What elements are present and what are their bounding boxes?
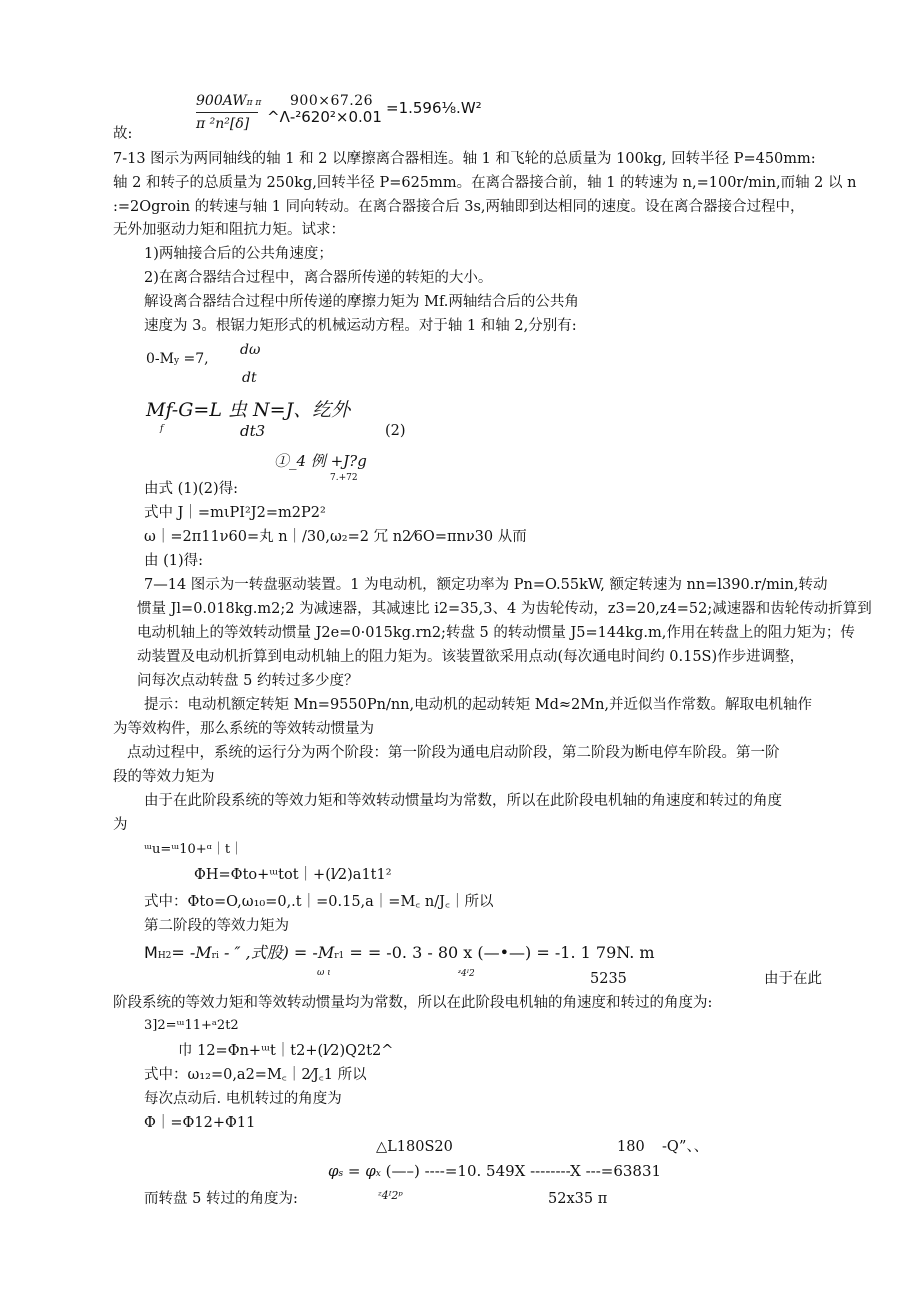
final-end: 52x35 π bbox=[548, 1191, 608, 1207]
mr2-equation: MH2= -Mri - ″ ,式股) = -Mr1 = = -0. 3 - 80 x (—•—) = -1. 1 79N. m bbox=[144, 943, 655, 962]
solve-line-1: 由式 (1)(2)得: bbox=[144, 481, 239, 497]
p713-line-1: 7-13 图示为两同轴线的轴 1 和 2 以摩擦离合器相连。轴 1 和飞轮的总质量为 100kg, 回转半径 P=450mm: bbox=[113, 151, 816, 167]
p713-line-4: 无外加驱动力矩和阻抗力矩。试求： bbox=[113, 222, 345, 238]
stage2-line-1: 阶段系统的等效力矩和等效转动惯量均为常数，所以在此阶段电机轴的角速度和转过的角度为: bbox=[113, 995, 713, 1011]
solve-line-4: 由 (1)得: bbox=[144, 553, 204, 569]
stage1-phi: ΦH=Φtο+ᵚtot｜+(l⁄2)a1t1² bbox=[194, 867, 392, 883]
mr2-under-w: ω ι bbox=[317, 968, 331, 978]
fraction-denominator-left: π ²n²[δ] bbox=[196, 116, 250, 132]
eq1-dt: dt bbox=[242, 370, 257, 386]
final-label: 而转盘 5 转过的角度为: bbox=[144, 1191, 298, 1207]
p714-line-2: 惯量 Jl=0.018kg.m2;2 为减速器，其减速比 i2=35,3、4 为齿轮传动，z3=20,z4=52;减速器和齿轮传动折算到 bbox=[137, 601, 872, 617]
hint-line-1: 提示：电动机额定转矩 Mn=9550Pn/nn,电动机的起动转矩 Md≈2Mn,并近似当作常数。解取电机轴作 bbox=[144, 697, 813, 713]
fraction-denominator-right: ^Λ-²620²×0.01 bbox=[267, 108, 382, 126]
hint-line-6: 为 bbox=[113, 817, 128, 833]
p714-line-1: 7—14 图示为一转盘驱动装置。1 为电动机，额定功率为 Pn=O.55kW, 额定转速为 nn=l390.r/min,转动 bbox=[144, 577, 828, 593]
eq1-dw: dω bbox=[240, 342, 261, 358]
p713-solution-1: 解设离合器结合过程中所传递的摩擦力矩为 Mf.两轴结合后的公共角 bbox=[144, 294, 579, 310]
stage2-phi-total: Φ｜=Φ12+Φ11 bbox=[144, 1115, 256, 1131]
hint-line-4: 段的等效力矩为 bbox=[113, 769, 215, 785]
fraction-numerator-right: 900×67.26 bbox=[290, 93, 374, 109]
final-z: ᶻ4ᴵ2ᵖ bbox=[378, 1189, 403, 1202]
fraction-numerator-left: 900AWπ π bbox=[196, 93, 262, 109]
stage1-omega: ᵚu=ᵚ10+ᵅ｜t｜ bbox=[144, 842, 244, 857]
eq2-dt3: dt3 bbox=[240, 422, 266, 440]
stage2-each-pulse: 每次点动后. 电机转过的角度为 bbox=[144, 1091, 342, 1107]
final-top-c: -Q”、、 bbox=[662, 1139, 709, 1155]
final-top-a: △L180S20 bbox=[376, 1139, 453, 1155]
gu-label: 故: bbox=[113, 126, 133, 142]
p713-line-3: :=2Ogroin 的转速与轴 1 同向转动。在离合器接合后 3s,两轴即到达相同的速度。设在离合器接合过程中， bbox=[113, 199, 805, 215]
hint-line-3: 点动过程中，系统的运行分为两个阶段：第一阶段为通电启动阶段，第二阶段为断电停车阶段。第一阶 bbox=[127, 745, 780, 761]
eq2-lhs: Mf-G=L 虫 N=J、纥外 bbox=[146, 399, 351, 421]
hint-line-2: 为等效构件，那么系统的等效转动惯量为 bbox=[113, 721, 374, 737]
eq2-f: f bbox=[160, 424, 164, 434]
p713-question-1: 1)两轴接合后的公共角速度； bbox=[144, 246, 333, 262]
p714-line-4: 动装置及电动机折算到电动机轴上的阻力矩为。该装置欲采用点动(每次通电时间约 0.15S)作步进调整， bbox=[137, 649, 805, 665]
solve-line-2: 式中 J｜=mιPI²J2=m2P2² bbox=[144, 505, 326, 521]
fraction-bar-left bbox=[196, 112, 258, 113]
p713-question-2: 2)在离合器结合过程中，离合器所传递的转矩的大小。 bbox=[144, 270, 493, 286]
p713-solution-2: 速度为 3。根锯力矩形式的机械运动方程。对于轴 1 和轴 2,分别有: bbox=[144, 318, 577, 334]
eq2-number: (2) bbox=[385, 423, 406, 439]
mr2-under-n: 5235 bbox=[590, 971, 627, 987]
hint-line-5: 由于在此阶段系统的等效力矩和等效转动惯量均为常数，所以在此阶段电机轴的角速度和转过的角度 bbox=[144, 793, 782, 809]
final-top-b: 180 bbox=[617, 1139, 645, 1155]
mr2-under-z: ᶻ4ᴵ2 bbox=[458, 969, 475, 979]
p714-line-5: 问每次点动转盘 5 约转过多少度？ bbox=[137, 673, 359, 689]
stage2-phi: 巾 12=Φn+ᵚt｜t2+(l⁄2)Q2t2^ bbox=[178, 1043, 394, 1059]
eq1-lhs: 0-My =7, bbox=[146, 351, 209, 367]
stage1-second-stage: 第二阶段的等效力矩为 bbox=[144, 918, 289, 934]
fraction-result: =1.596⅛.W² bbox=[386, 99, 482, 117]
eq3-sub: 7.+72 bbox=[330, 473, 358, 483]
eq3: ①_4 例 +J?g bbox=[274, 452, 367, 470]
stage2-where: 式中：ω₁₂=0,a2=M꜀｜2⁄J꜀1 所以 bbox=[144, 1067, 367, 1083]
p713-line-2: 轴 2 和转子的总质量为 250kg,回转半径 P=625mm。在离合器接合前，轴 1 的转速为 n,=100r/min,而轴 2 以 n bbox=[113, 175, 857, 191]
final-equation: φs = φx (—–) ----=10. 549X --------X ---=63831 bbox=[328, 1162, 662, 1180]
mr2-right-text: 由于在此 bbox=[764, 971, 822, 987]
stage1-where: 式中：Φtο=O,ω₁₀=0,.t｜=0.15,a｜=M꜀ n/J꜀｜所以 bbox=[144, 894, 494, 910]
solve-line-3: ω｜=2π11ν60=丸 n｜/30,ω₂=2 冗 n2⁄6O=πnν30 从而 bbox=[144, 529, 527, 545]
p714-line-3: 电动机轴上的等效转动惯量 J2e=0·015kg.rn2;转盘 5 的转动惯量 J5=144kg.m,作用在转盘上的阻力矩为；传 bbox=[137, 625, 855, 641]
stage2-omega: 3]2=ᵚ11+ᵃ2t2 bbox=[144, 1018, 239, 1033]
